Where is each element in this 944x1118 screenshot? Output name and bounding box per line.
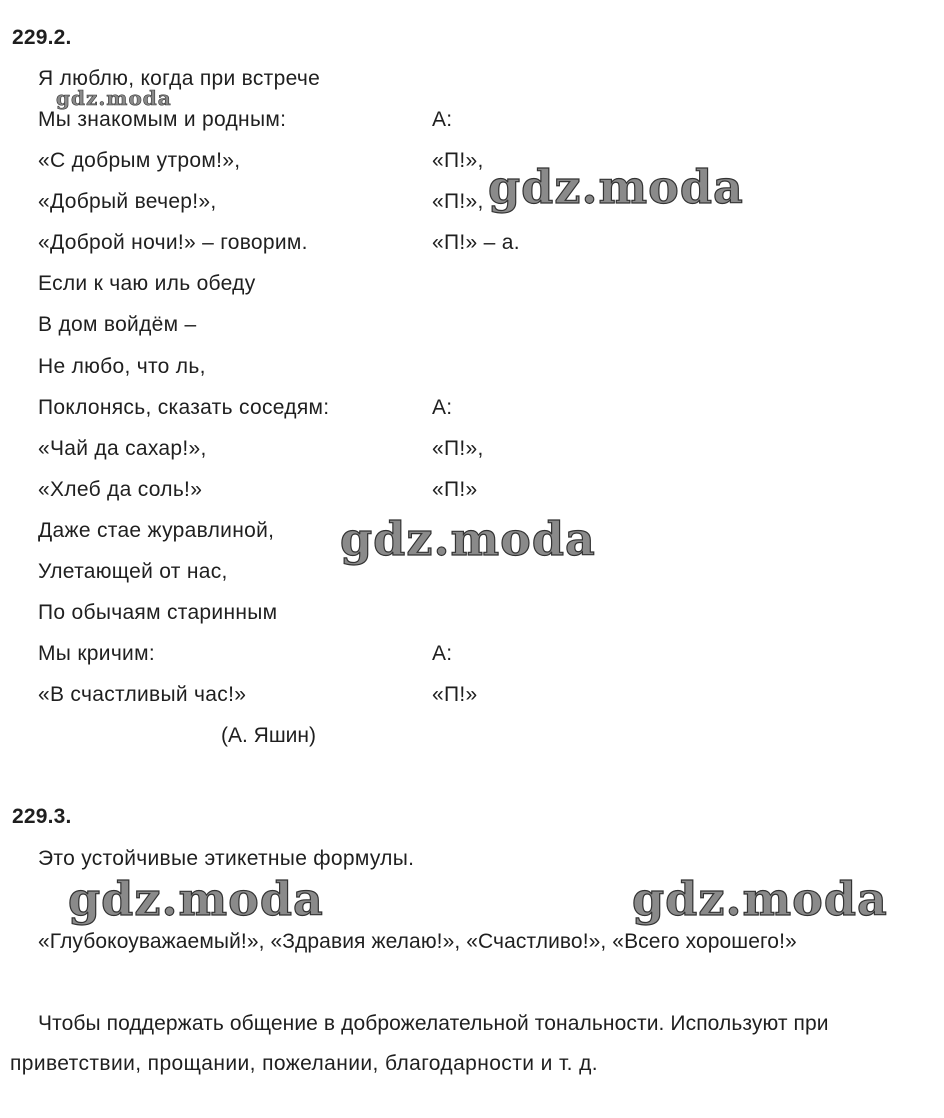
paragraph-line: приветствии, прощании, пожелании, благодарности и т. д. xyxy=(10,1052,599,1075)
poem-line: «С добрым утром!», xyxy=(38,149,241,172)
watermark-logo: gdz.moda xyxy=(632,872,888,926)
poem-line: Не любо, что ль, xyxy=(38,355,206,378)
response-text: «П!» – а. xyxy=(432,231,520,254)
paragraph-line: Чтобы поддержать общение в доброжелательной тональности. Используют при xyxy=(38,1012,829,1035)
poem-line: Поклонясь, сказать соседям: xyxy=(38,396,330,419)
poem-line: Мы знакомым и родным: xyxy=(38,108,287,131)
poem-line: «В счастливый час!» xyxy=(38,683,247,706)
poem-line: Если к чаю иль обеду xyxy=(38,272,256,295)
watermark-logo: gdz.moda xyxy=(68,872,324,926)
poem-line: В дом войдём – xyxy=(38,313,197,336)
answer-line: Это устойчивые этикетные формулы. xyxy=(38,847,415,870)
response-text: «П!», xyxy=(432,190,484,213)
poem-line: «Добрый вечер!», xyxy=(38,190,217,213)
response-text: А: xyxy=(432,108,453,131)
poem-line: По обычаям старинным xyxy=(38,601,278,624)
etiquette-formulas: «Глубокоуважаемый!», «Здравия желаю!», «Счастливо!», «Всего хорошего!» xyxy=(38,930,797,953)
exercise-number: 229.3. xyxy=(12,805,72,828)
poem-line: «Чай да сахар!», xyxy=(38,437,207,460)
watermark-logo: gdz.moda xyxy=(340,512,596,566)
response-text: А: xyxy=(432,642,453,665)
poem-line: Улетающей от нас, xyxy=(38,560,228,583)
poem-line: «Доброй ночи!» – говорим. xyxy=(38,231,308,254)
watermark-logo: gdz.moda xyxy=(488,160,744,214)
response-text: «П!» xyxy=(432,683,478,706)
poem-line: Я люблю, когда при встрече xyxy=(38,67,321,90)
poem-line: Даже стае журавлиной, xyxy=(38,519,275,542)
response-text: «П!», xyxy=(432,149,484,172)
response-text: «П!» xyxy=(432,478,478,501)
poem-line: «Хлеб да соль!» xyxy=(38,478,203,501)
exercise-number: 229.2. xyxy=(12,26,72,49)
response-text: «П!», xyxy=(432,437,484,460)
response-text: А: xyxy=(432,396,453,419)
poem-line: Мы кричим: xyxy=(38,642,155,665)
poem-author: (А. Яшин) xyxy=(221,724,317,747)
watermark-logo: gdz.moda xyxy=(56,86,172,110)
